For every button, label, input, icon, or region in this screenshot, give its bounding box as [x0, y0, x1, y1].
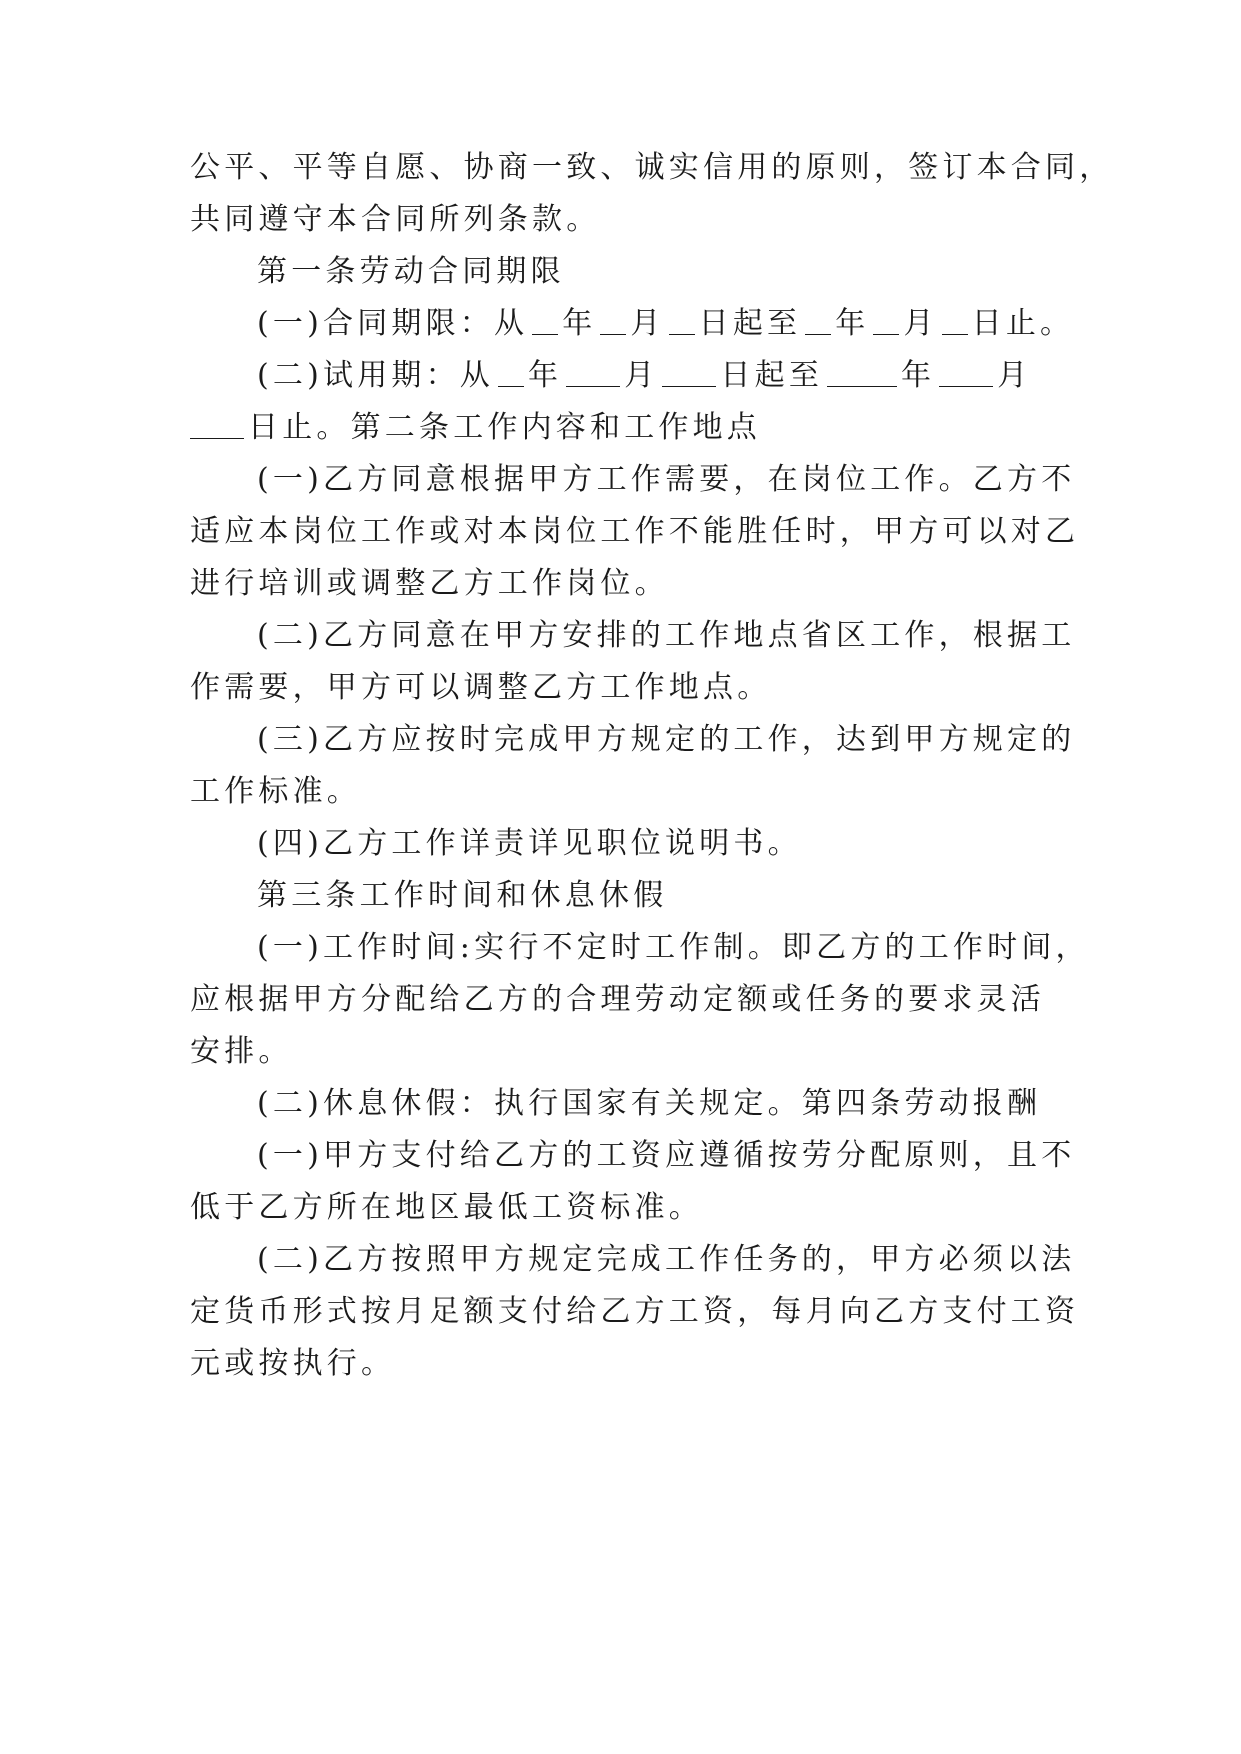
text-line: (四)乙方工作详责详见职位说明书。	[257, 826, 802, 861]
text-line: 适应本岗位工作或对本岗位工作不能胜任时，甲方可以对乙	[190, 514, 1080, 549]
text-line: 应根据甲方分配给乙方的合理劳动定额或任务的要求灵活	[190, 982, 1045, 1017]
text-fragment: 日起至	[720, 358, 824, 393]
text-fragment: 年	[835, 306, 870, 341]
text-fragment: 年	[901, 358, 936, 393]
blank-field	[805, 308, 831, 335]
text-line: 作需要，甲方可以调整乙方工作地点。	[190, 670, 772, 705]
text-line: 进行培训或调整乙方工作岗位。	[190, 566, 669, 601]
text-line: (一)工作时间:实行不定时工作制。即乙方的工作时间，	[257, 930, 1090, 965]
text-fragment: 月	[997, 358, 1032, 393]
text-line: 安排。	[190, 1034, 293, 1069]
text-line: 共同遵守本合同所列条款。	[190, 202, 601, 237]
blank-field	[939, 360, 993, 387]
blank-field	[827, 360, 897, 387]
text-fragment: 日起至	[698, 306, 802, 341]
contract-term-line	[257, 304, 1137, 344]
blank-field	[498, 360, 524, 387]
text-fragment: 年	[562, 306, 597, 341]
text-line: (二)乙方按照甲方规定完成工作任务的，甲方必须以法	[257, 1242, 1076, 1277]
probation-line	[257, 356, 1137, 396]
section-heading: 第三条工作时间和休息休假	[257, 878, 668, 913]
blank-field	[532, 308, 558, 335]
text-fragment: (一)合同期限：从	[257, 306, 529, 341]
blank-field	[566, 360, 620, 387]
text-fragment: 月	[903, 306, 938, 341]
text-line	[190, 408, 1070, 448]
blank-field	[942, 308, 968, 335]
text-fragment: 日止。	[971, 306, 1075, 341]
blank-field	[600, 308, 626, 335]
text-fragment: 年	[528, 358, 563, 393]
blank-field	[873, 308, 899, 335]
text-line: 元或按执行。	[190, 1346, 396, 1381]
blank-field	[190, 412, 244, 439]
text-line: (一)乙方同意根据甲方工作需要，在岗位工作。乙方不	[257, 462, 1076, 497]
text-line: (二)乙方同意在甲方安排的工作地点省区工作，根据工	[257, 618, 1076, 653]
blank-field	[662, 360, 716, 387]
text-line: 定货币形式按月足额支付给乙方工资，每月向乙方支付工资	[190, 1294, 1080, 1329]
text-line: 低于乙方所在地区最低工资标准。	[190, 1190, 703, 1225]
text-line: 工作标准。	[190, 774, 361, 809]
section-heading: 第一条劳动合同期限	[257, 254, 565, 289]
text-fragment: (二)试用期：从	[257, 358, 495, 393]
text-fragment: 日止。第二条工作内容和工作地点	[248, 410, 761, 445]
text-line: (三)乙方应按时完成甲方规定的工作，达到甲方规定的	[257, 722, 1076, 757]
text-fragment: 月	[624, 358, 659, 393]
blank-field	[669, 308, 695, 335]
text-line: (二)休息休假：执行国家有关规定。第四条劳动报酬	[257, 1086, 1042, 1121]
text-fragment: 月	[630, 306, 665, 341]
text-line: (一)甲方支付给乙方的工资应遵循按劳分配原则，且不	[257, 1138, 1076, 1173]
text-line: 公平、平等自愿、协商一致、诚实信用的原则，签订本合同，	[190, 150, 1114, 185]
